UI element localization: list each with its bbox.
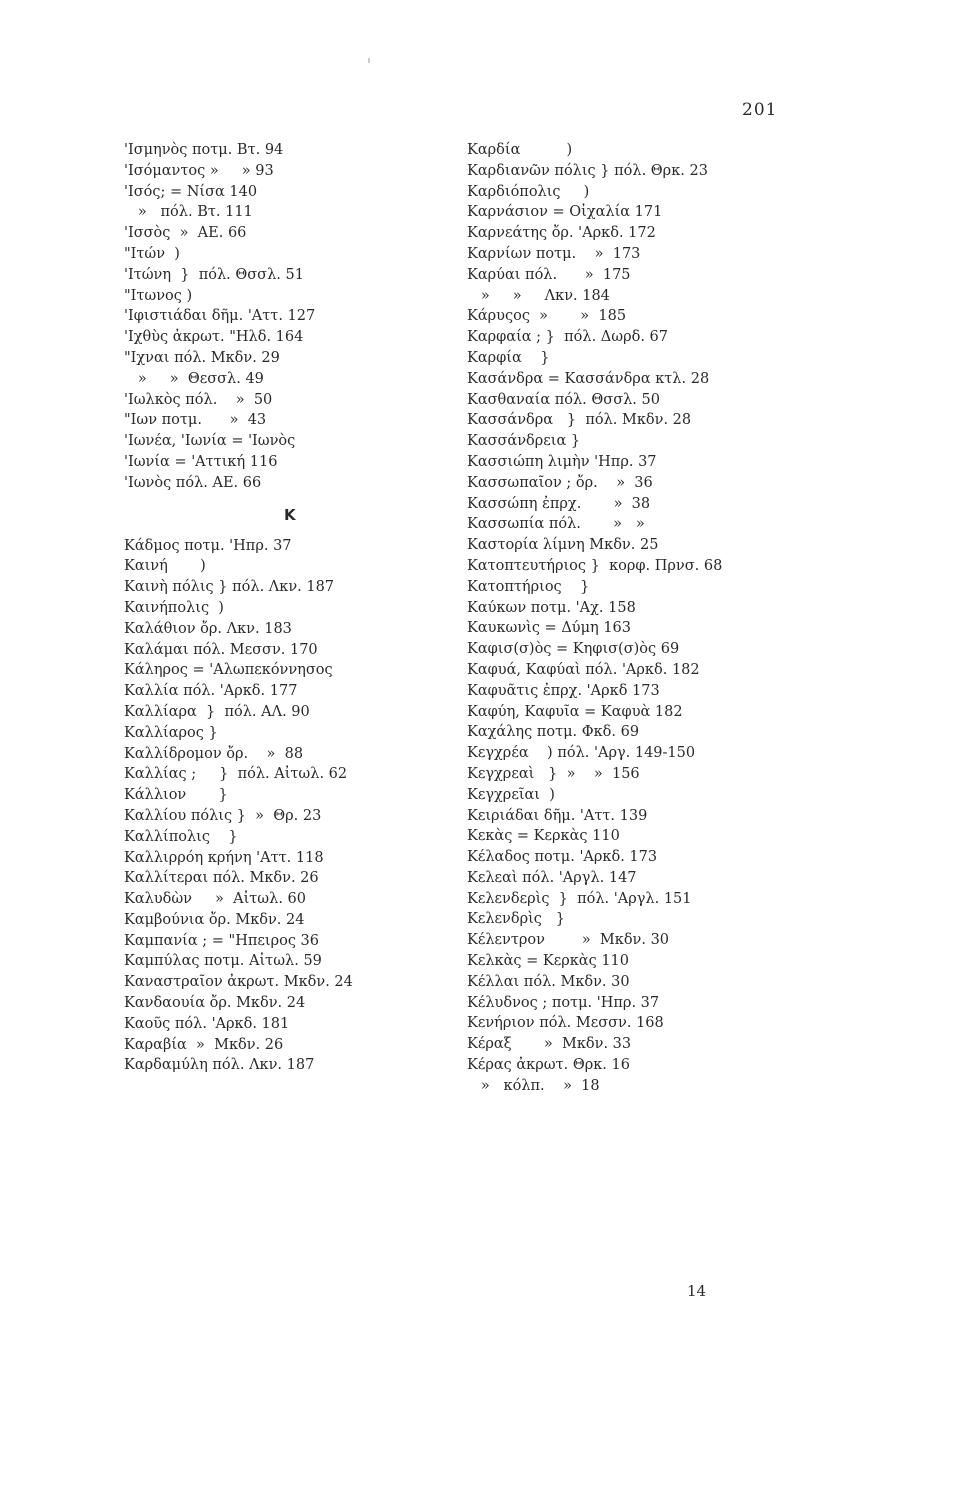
index-entry: Καλάμαι πόλ. Μεσσν. 170 bbox=[124, 641, 318, 658]
index-entry: Κελενδρὶς } bbox=[467, 911, 565, 928]
index-entry: Καλλίαρος } bbox=[124, 724, 218, 741]
index-entry: » πόλ. Βτ. 111 bbox=[124, 204, 253, 221]
index-entry: Κεγχρεαὶ } » » 156 bbox=[467, 765, 640, 782]
index-entry: Καλάθιον ὄρ. Λκν. 183 bbox=[124, 620, 292, 637]
index-entry: Κασσωπία πόλ. » » bbox=[467, 516, 645, 533]
index-entry: Καλλίας ; } πόλ. Αἰτωλ. 62 bbox=[124, 766, 348, 783]
index-entry: Καινήπολις ) bbox=[124, 599, 224, 616]
entries-before-section bbox=[124, 140, 459, 494]
index-entry: 'Ιτώνη } πόλ. Θσσλ. 51 bbox=[124, 266, 304, 283]
index-entry: Καναστραῖον ἀκρωτ. Μκδν. 24 bbox=[124, 974, 353, 991]
index-entry: 'Ιωνία = 'Αττική 116 bbox=[124, 453, 278, 470]
index-entry: Καστορία λίμνη Μκδν. 25 bbox=[467, 537, 659, 554]
index-entry: Καφύη, Καφυῖα = Καφυὰ 182 bbox=[467, 703, 683, 720]
index-entry: Καλλίου πόλις } » Θρ. 23 bbox=[124, 807, 322, 824]
index-entry: » » Λκν. 184 bbox=[467, 287, 610, 304]
index-entry: Καλλίαρα } πόλ. ΑΛ. 90 bbox=[124, 703, 310, 720]
index-entry: Κασάνδρα = Κασσάνδρα κτλ. 28 bbox=[467, 370, 710, 387]
index-entry: 'Ιωλκὸς πόλ. » 50 bbox=[124, 391, 273, 408]
index-entry: Κέρας ἀκρωτ. Θρκ. 16 bbox=[467, 1057, 630, 1074]
index-entry: Καρδιανῶν πόλις } πόλ. Θρκ. 23 bbox=[467, 162, 708, 179]
index-entry: Κελκὰς = Κερκὰς 110 bbox=[467, 953, 630, 970]
index-entry: Καλλίδρομον ὄρ. » 88 bbox=[124, 745, 304, 762]
index-entry: "Ιων ποτμ. » 43 bbox=[124, 412, 267, 429]
index-entry: 'Ιωνέα, 'Ιωνία = 'Ιωνὸς bbox=[124, 433, 296, 450]
index-entry: Κεκὰς = Κερκὰς 110 bbox=[467, 828, 620, 845]
page-speck bbox=[368, 58, 370, 63]
index-entry: Καλλίπολις } bbox=[124, 828, 238, 845]
index-entry: Καρδία ) bbox=[467, 142, 573, 158]
index-entry: Καινή ) bbox=[124, 558, 206, 575]
index-entry: Κέραξ » Μκδν. 33 bbox=[467, 1036, 632, 1053]
index-entry: Κελενδερὶς } πόλ. 'Αργλ. 151 bbox=[467, 890, 692, 907]
index-entry: Κέλυδνος ; ποτμ. 'Ηπρ. 37 bbox=[467, 994, 660, 1011]
index-entry: Κάληρος = 'Αλωπεκόννησος bbox=[124, 662, 333, 679]
index-entry: Καφυᾶτις ἐπρχ. 'Αρκδ 173 bbox=[467, 682, 660, 699]
index-column-right bbox=[467, 140, 787, 1097]
section-letter-heading: K bbox=[284, 505, 296, 524]
index-entry: 'Ιφιστιάδαι δῆμ. 'Αττ. 127 bbox=[124, 308, 316, 325]
index-entry: 'Ιχθὺς ἀκρωτ. "Ηλδ. 164 bbox=[124, 329, 304, 346]
index-entry: Κασσιώπη λιμὴν 'Ηπρ. 37 bbox=[467, 453, 657, 470]
index-entry: 'Ιωνὸς πόλ. ΑΕ. 66 bbox=[124, 474, 262, 491]
index-entry: Κασσάνδρεια } bbox=[467, 433, 581, 450]
index-entry: Κασσώπη ἐπρχ. » 38 bbox=[467, 495, 651, 512]
index-entry: 'Ισμηνὸς ποτμ. Βτ. 94 bbox=[124, 142, 284, 158]
index-entry: Καμβούνια ὄρ. Μκδν. 24 bbox=[124, 911, 305, 928]
index-entry: "Ιτωνος ) bbox=[124, 287, 193, 304]
index-entry: Καρνίων ποτμ. » 173 bbox=[467, 245, 641, 262]
index-entry: Κέλαδος ποτμ. 'Αρκδ. 173 bbox=[467, 849, 658, 866]
entries-right bbox=[467, 140, 787, 1097]
index-entry: Κατοπτευτήριος } κορφ. Πρνσ. 68 bbox=[467, 557, 723, 574]
index-entry: Καμπανία ; = "Ηπειρος 36 bbox=[124, 932, 319, 949]
index-entry: Καλλίτεραι πόλ. Μκδν. 26 bbox=[124, 870, 319, 887]
index-entry: Καρνάσιον = Οἰχαλία 171 bbox=[467, 204, 663, 221]
index-entry: Κέλεντρον » Μκδν. 30 bbox=[467, 932, 670, 949]
signature-mark: 14 bbox=[687, 1282, 707, 1300]
index-entry: Κανδαουία ὄρ. Μκδν. 24 bbox=[124, 995, 306, 1012]
index-entry: Κασσάνδρα } πόλ. Μκδν. 28 bbox=[467, 412, 692, 429]
index-entry: Καρφία } bbox=[467, 349, 550, 366]
index-entry: » κόλπ. » 18 bbox=[467, 1077, 600, 1094]
index-entry: Καφισ(σ)ὸς = Κηφισ(σ)ὸς 69 bbox=[467, 641, 680, 658]
index-entry: Καραβία » Μκδν. 26 bbox=[124, 1036, 284, 1053]
index-entry: Καρύαι πόλ. » 175 bbox=[467, 266, 631, 283]
index-entry: Καλυδὼν » Αἰτωλ. 60 bbox=[124, 891, 306, 908]
index-entry: Κασθαναία πόλ. Θσσλ. 50 bbox=[467, 391, 660, 408]
index-entry: Κάλλιον } bbox=[124, 787, 228, 804]
index-entry: Κεγχρέα ) πόλ. 'Αργ. 149-150 bbox=[467, 745, 696, 762]
index-entry: "Ιτών ) bbox=[124, 245, 180, 262]
index-entry: » » Θεσσλ. 49 bbox=[124, 370, 264, 387]
index-entry: Κελεαὶ πόλ. 'Αργλ. 147 bbox=[467, 869, 637, 886]
index-entry: Καυκωνὶς = Δύμη 163 bbox=[467, 620, 631, 637]
index-entry: Κάρυςος » » 185 bbox=[467, 308, 627, 325]
index-entry: Κεγχρεῖαι ) bbox=[467, 786, 555, 803]
index-entry: Καχάλης ποτμ. Φκδ. 69 bbox=[467, 724, 640, 741]
entries-after-section bbox=[124, 536, 459, 1077]
index-entry: Κατοπτήριος } bbox=[467, 578, 590, 595]
index-entry: Καμπύλας ποτμ. Αἰτωλ. 59 bbox=[124, 953, 322, 970]
index-entry: Καρνεάτης ὄρ. 'Αρκδ. 172 bbox=[467, 225, 656, 242]
index-entry: Κενήριον πόλ. Μεσσν. 168 bbox=[467, 1015, 664, 1032]
index-entry: "Ιχναι πόλ. Μκδν. 29 bbox=[124, 349, 280, 366]
index-entry: Καλλία πόλ. 'Αρκδ. 177 bbox=[124, 683, 298, 700]
index-entry: Κειριάδαι δῆμ. 'Αττ. 139 bbox=[467, 807, 648, 824]
index-entry: Καρδαμύλη πόλ. Λκν. 187 bbox=[124, 1057, 315, 1074]
index-entry: Κάδμος ποτμ. 'Ηπρ. 37 bbox=[124, 537, 292, 554]
index-entry: Καλλιρρόη κρήνη 'Αττ. 118 bbox=[124, 849, 324, 866]
index-entry: Καοῦς πόλ. 'Αρκδ. 181 bbox=[124, 1015, 290, 1032]
index-entry: Κασσωπαῖον ; ὄρ. » 36 bbox=[467, 474, 653, 491]
page-number: 201 bbox=[742, 100, 778, 120]
index-entry: 'Ισόμαντος » » 93 bbox=[124, 162, 274, 179]
index-entry: Καρφαία ; } πόλ. Δωρδ. 67 bbox=[467, 329, 669, 346]
index-entry: 'Ισσὸς » ΑΕ. 66 bbox=[124, 225, 247, 242]
index-entry: Καινὴ πόλις } πόλ. Λκν. 187 bbox=[124, 579, 335, 596]
index-entry: Κέλλαι πόλ. Μκδν. 30 bbox=[467, 973, 630, 990]
index-entry: Καρδιόπολις ) bbox=[467, 183, 590, 200]
index-column-left bbox=[124, 140, 459, 1076]
index-entry: Καφυά, Καφύαὶ πόλ. 'Αρκδ. 182 bbox=[467, 661, 700, 678]
index-entry: Καύκων ποτμ. 'Αχ. 158 bbox=[467, 599, 636, 616]
index-entry: 'Ισός; = Νίσα 140 bbox=[124, 183, 258, 200]
